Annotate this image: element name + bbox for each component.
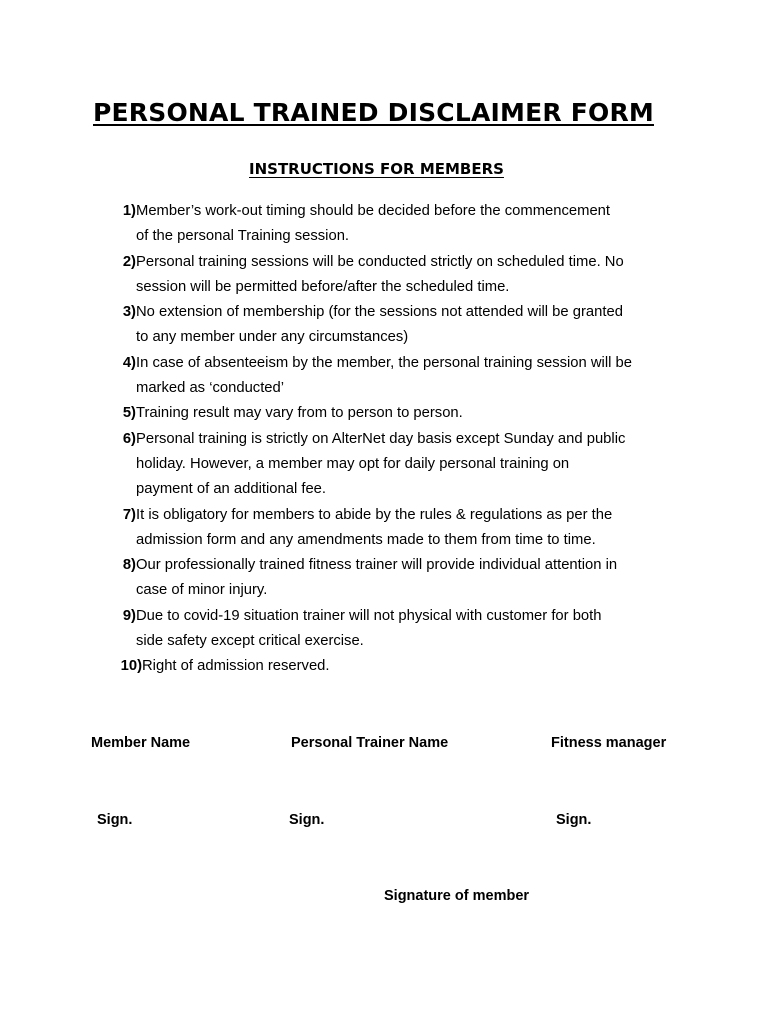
item-number: 5)	[122, 405, 136, 422]
item-number: 4)	[122, 354, 136, 371]
item-number: 3)	[122, 304, 136, 321]
list-item	[106, 199, 706, 250]
list-item	[106, 250, 706, 301]
list-item	[106, 604, 706, 655]
item-text: Personal training is strictly on AlterNet day basis except Sunday and public holiday. However, a member may opt for daily personal training on payment of an additional fee.	[136, 430, 626, 498]
item-text: In case of absenteeism by the member, the personal training session will be marked as ‘conducted’	[136, 354, 632, 397]
item-number: 9)	[122, 607, 136, 624]
item-number: 8)	[122, 557, 136, 574]
list-item	[106, 553, 706, 604]
member-sign-label: Sign.	[97, 812, 133, 828]
list-item	[106, 351, 706, 402]
trainer-sign-label: Sign.	[289, 812, 325, 828]
signature-of-member-label: Signature of member	[384, 888, 530, 904]
item-text: Personal training sessions will be conducted strictly on scheduled time. No session will be permitted before/after the scheduled time.	[136, 253, 624, 295]
list-item	[106, 300, 706, 351]
fitness-manager-label: Fitness manager	[551, 735, 667, 751]
list-item	[106, 427, 706, 503]
item-text: No extension of membership (for the sessions not attended will be granted to any member under any circumstances)	[136, 304, 623, 346]
list-item	[106, 654, 706, 679]
list-item	[106, 503, 706, 554]
instructions-list	[106, 199, 706, 680]
item-text: It is obligatory for members to abide by the rules & regulations as per the admission form and any amendments made to them from time to time.	[136, 506, 613, 548]
item-number: 6)	[122, 430, 136, 447]
document-subtitle: INSTRUCTIONS FOR MEMBERS	[249, 160, 504, 178]
item-text: Member’s work-out timing should be decided before the commencement of the personal Training session.	[136, 203, 611, 245]
member-name-label: Member Name	[91, 735, 191, 751]
document-title: PERSONAL TRAINED DISCLAIMER FORM	[93, 98, 654, 127]
item-text: Our professionally trained fitness trainer will provide individual attention in case of minor injury.	[136, 557, 618, 599]
manager-sign-label: Sign.	[556, 812, 592, 828]
item-text: Training result may vary from to person to person.	[136, 405, 463, 422]
trainer-name-label: Personal Trainer Name	[291, 735, 449, 751]
item-text: Right of admission reserved.	[142, 658, 330, 675]
item-number: 10)	[120, 658, 142, 675]
item-text: Due to covid-19 situation trainer will not physical with customer for both side safety except critical exercise.	[136, 607, 602, 650]
item-number: 7)	[122, 506, 136, 523]
item-number: 1)	[122, 203, 136, 219]
item-number: 2)	[122, 253, 136, 270]
list-item	[106, 401, 706, 426]
